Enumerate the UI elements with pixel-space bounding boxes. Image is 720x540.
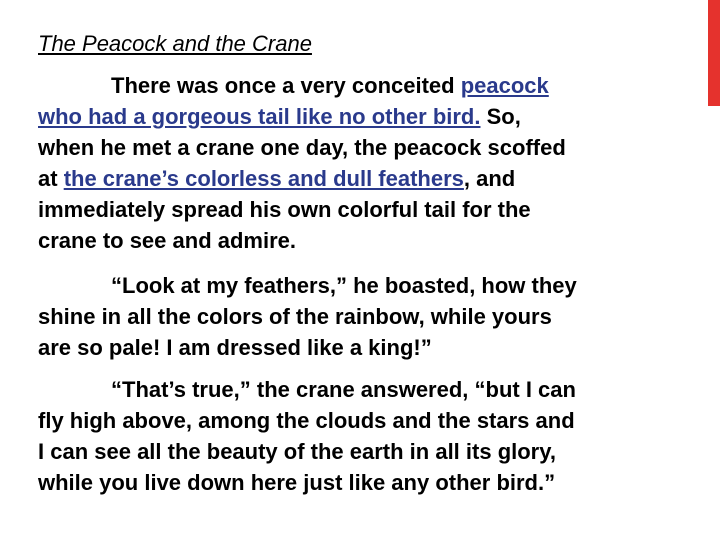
paragraph-1-line-4: [38, 163, 678, 194]
paragraph-2-line-2: shine in all the colors of the rainbow, while yours: [38, 304, 552, 329]
text-segment: There was once a very conceited: [111, 73, 461, 98]
paragraph-1-line-1: [38, 70, 678, 101]
paragraph-3-line-3: I can see all the beauty of the earth in all its glory,: [38, 439, 556, 464]
paragraph-2-line-1: “Look at my feathers,” he boasted, how they: [111, 273, 577, 298]
paragraph-1-line-6: crane to see and admire.: [38, 228, 296, 253]
text-segment: at: [38, 166, 64, 191]
paragraph-3: [38, 374, 678, 498]
paragraph-2-line-3: are so pale! I am dressed like a king!”: [38, 335, 432, 360]
paragraph-2: [38, 270, 678, 363]
link-peacock[interactable]: peacock: [460, 73, 549, 98]
link-crane-feathers[interactable]: the crane’s colorless and dull feathers: [63, 166, 464, 191]
accent-bar: [708, 0, 720, 106]
page-title: The Peacock and the Crane: [38, 31, 312, 56]
paragraph-1-line-2: [38, 101, 678, 132]
paragraph-3-line-1: “That’s true,” the crane answered, “but I can: [111, 377, 576, 402]
paragraph-3-line-4: while you live down here just like any other bird.”: [38, 470, 556, 495]
paragraph-1-line-5: immediately spread his own colorful tail for the: [38, 197, 531, 222]
text-segment: So,: [480, 104, 521, 129]
paragraph-1: [38, 70, 678, 256]
link-gorgeous-tail[interactable]: who had a gorgeous tail like no other bird.: [38, 104, 481, 129]
paragraph-3-line-2: fly high above, among the clouds and the stars and: [38, 408, 575, 433]
paragraph-1-line-3: when he met a crane one day, the peacock scoffed: [38, 135, 566, 160]
text-segment: , and: [463, 166, 516, 191]
